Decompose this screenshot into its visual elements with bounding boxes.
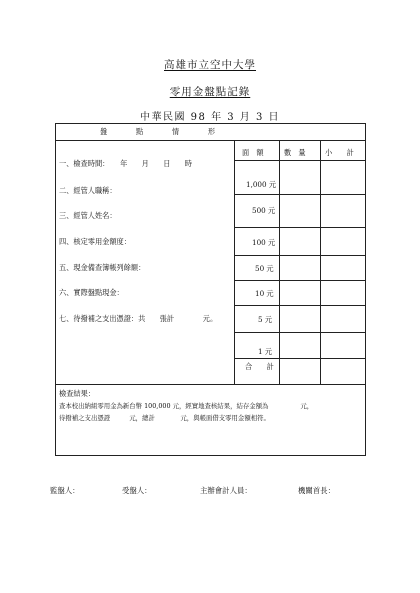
school-name: 高雄市立空中大學: [164, 59, 256, 71]
signature-custodian: 受盤人：: [122, 486, 152, 495]
date-line: 中華民國 98 年 3 月 3 日: [139, 112, 281, 123]
total-label: 合 計: [245, 362, 274, 371]
signature-supervisor: 監盤人：: [50, 486, 80, 495]
denomination-5: 5 元: [258, 315, 273, 324]
item-inspection-time: 一、檢查時間： 年 月 日 時: [59, 159, 192, 168]
item-book-balance: 五、現金備查簿帳列餘額：: [59, 263, 146, 272]
denomination-50: 50 元: [255, 264, 274, 273]
col-face-value: 面 額: [242, 148, 264, 157]
item-pending-vouchers: 七、待撥補之支出憑證：共 張計 元。: [59, 314, 218, 323]
result-line-2: 待撥補之支出憑證 元，總計 元，與帳面借支零用金額相符。: [59, 414, 270, 422]
item-actual-cash: 六、實際盤點現金：: [59, 288, 124, 297]
col-quantity: 數 量: [284, 148, 306, 157]
item-custodian-name: 三、經管人姓名：: [59, 211, 117, 220]
denomination-100: 100 元: [252, 238, 276, 247]
item-approved-limit: 四、核定零用金額度：: [59, 237, 131, 246]
signature-agency-head: 機關首長：: [298, 486, 335, 495]
denomination-10: 10 元: [255, 289, 274, 298]
denomination-500: 500 元: [252, 206, 276, 215]
result-line-1: 查本校出納組零用金為新台幣 100,000 元，經實地查核結果，結存金額為 元，: [59, 402, 314, 410]
item-custodian-title: 二、經管人職稱：: [59, 186, 117, 195]
form-title: 零用金盤點記錄: [169, 86, 251, 98]
result-rule: [55, 384, 366, 385]
signature-chief-accountant: 主辦會計人員：: [200, 486, 252, 495]
result-label: 檢查結果：: [59, 389, 95, 398]
section-header: 盤 點 情 形: [100, 127, 216, 136]
col-subtotal: 小 計: [325, 148, 354, 157]
denomination-1000: 1,000 元: [246, 180, 277, 189]
col-header-rule: [234, 160, 366, 161]
denomination-1: 1 元: [258, 347, 273, 356]
